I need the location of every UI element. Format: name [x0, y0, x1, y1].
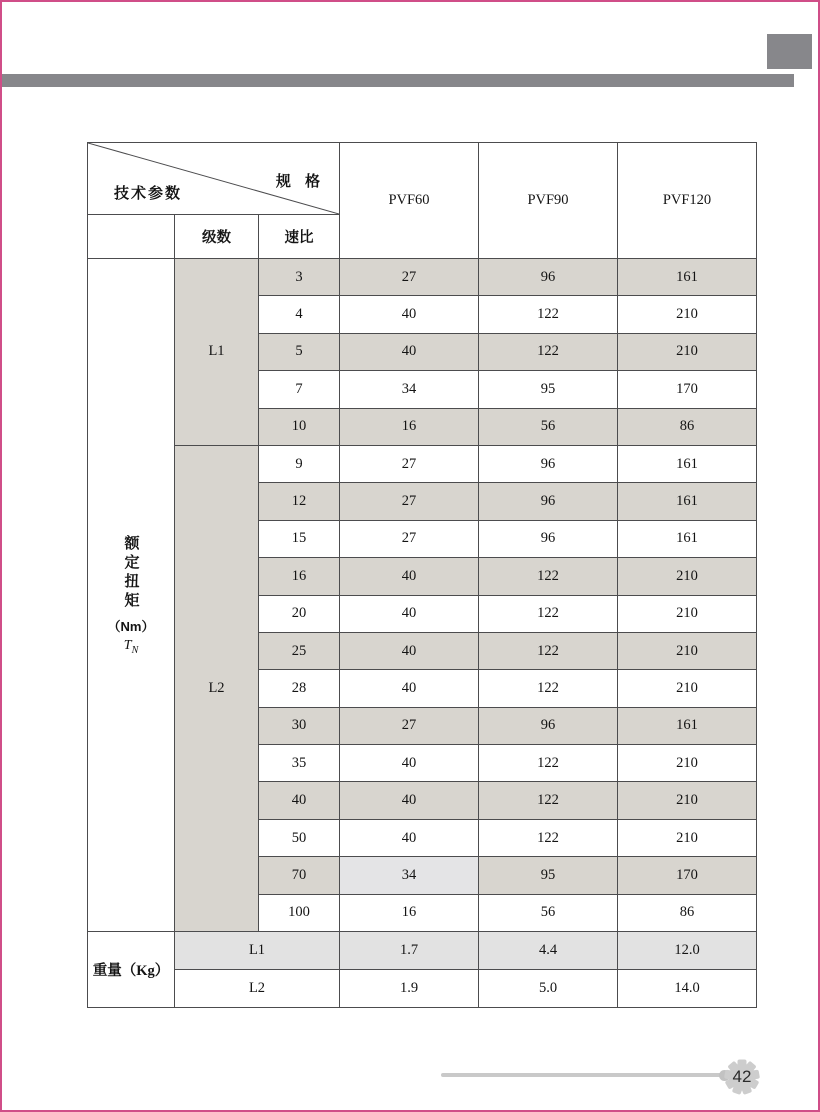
header-rule	[2, 74, 794, 87]
value-cell: 122	[479, 558, 618, 595]
column-header-pvf60: PVF60	[340, 143, 479, 259]
group-label-cell: L2	[175, 445, 259, 931]
value-cell: 96	[479, 259, 618, 296]
value-cell: 40	[340, 296, 479, 333]
ratio-cell: 28	[259, 670, 340, 707]
ratio-cell: 70	[259, 857, 340, 894]
ratio-cell: 35	[259, 745, 340, 782]
ratio-cell: 20	[259, 595, 340, 632]
value-cell: 27	[340, 445, 479, 482]
value-cell: 86	[618, 894, 757, 931]
value-cell: 27	[340, 707, 479, 744]
ratio-cell: 12	[259, 483, 340, 520]
header-row-1	[88, 143, 757, 215]
stages-header: 级数	[175, 215, 259, 259]
value-cell: 122	[479, 632, 618, 669]
weight-value-cell: 14.0	[618, 970, 757, 1008]
page-number: 42	[732, 1067, 752, 1086]
value-cell: 210	[618, 632, 757, 669]
value-cell: 95	[479, 371, 618, 408]
ratio-cell: 40	[259, 782, 340, 819]
value-cell: 122	[479, 595, 618, 632]
spec-table	[87, 142, 757, 1008]
value-cell: 40	[340, 670, 479, 707]
value-cell: 122	[479, 670, 618, 707]
value-cell: 161	[618, 707, 757, 744]
column-header-pvf90: PVF90	[479, 143, 618, 259]
torque-axis-label	[88, 535, 174, 656]
value-cell: 122	[479, 745, 618, 782]
value-cell: 56	[479, 894, 618, 931]
value-cell: 170	[618, 857, 757, 894]
value-cell: 95	[479, 857, 618, 894]
value-cell: 161	[618, 483, 757, 520]
spec-header-label: 规 格	[275, 173, 326, 190]
value-cell: 96	[479, 483, 618, 520]
value-cell: 27	[340, 520, 479, 557]
weight-value-cell: 5.0	[479, 970, 618, 1008]
value-cell: 16	[340, 408, 479, 445]
value-cell: 40	[340, 558, 479, 595]
ratio-cell: 15	[259, 520, 340, 557]
footer-rule	[441, 1073, 725, 1077]
torque-label-unit: （Nm）	[107, 618, 155, 634]
value-cell: 170	[618, 371, 757, 408]
value-cell: 27	[340, 483, 479, 520]
weight-value-cell: 4.4	[479, 932, 618, 970]
value-cell: 210	[618, 745, 757, 782]
value-cell: 40	[340, 745, 479, 782]
value-cell: 122	[479, 333, 618, 370]
value-cell: 34	[340, 371, 479, 408]
value-cell: 161	[618, 520, 757, 557]
empty-header-cell	[88, 215, 175, 259]
weight-value-cell: 1.9	[340, 970, 479, 1008]
value-cell: 40	[340, 595, 479, 632]
tech-params-label: 技术参数	[114, 185, 183, 202]
value-cell: 27	[340, 259, 479, 296]
torque-label-chars: 额定扭矩	[122, 534, 140, 611]
value-cell: 210	[618, 782, 757, 819]
value-cell: 16	[340, 894, 479, 931]
ratio-cell: 9	[259, 445, 340, 482]
value-cell: 86	[618, 408, 757, 445]
ratio-cell: 100	[259, 894, 340, 931]
value-cell: 40	[340, 632, 479, 669]
table-body	[88, 143, 757, 1008]
ratio-cell: 25	[259, 632, 340, 669]
table-row	[88, 445, 757, 482]
ratio-cell: 5	[259, 333, 340, 370]
corner-accent-block	[767, 34, 812, 69]
value-cell: 96	[479, 520, 618, 557]
value-cell: 210	[618, 819, 757, 856]
value-cell: 56	[479, 408, 618, 445]
ratio-cell: 50	[259, 819, 340, 856]
value-cell: 210	[618, 670, 757, 707]
value-cell: 40	[340, 333, 479, 370]
ratio-cell: 30	[259, 707, 340, 744]
ratio-cell: 10	[259, 408, 340, 445]
value-cell: 40	[340, 819, 479, 856]
value-cell: 96	[479, 707, 618, 744]
torque-axis-label-cell	[88, 259, 175, 932]
ratio-cell: 4	[259, 296, 340, 333]
value-cell: 122	[479, 819, 618, 856]
group-label-cell: L1	[175, 259, 259, 446]
weight-value-cell: 1.7	[340, 932, 479, 970]
page-number-badge	[714, 1049, 770, 1105]
value-cell: 161	[618, 259, 757, 296]
ratio-cell: 3	[259, 259, 340, 296]
ratio-cell: 7	[259, 371, 340, 408]
value-cell: 210	[618, 296, 757, 333]
weight-group-cell: L1	[175, 932, 340, 970]
value-cell: 34	[340, 857, 479, 894]
torque-label-symbol: $T_N$	[123, 637, 139, 656]
weight-label-cell: 重量（Kg）	[88, 932, 175, 1008]
diagonal-header-cell	[88, 143, 340, 215]
table-row	[88, 259, 757, 296]
weight-row	[88, 932, 757, 970]
weight-value-cell: 12.0	[618, 932, 757, 970]
column-header-pvf120: PVF120	[618, 143, 757, 259]
ratio-cell: 16	[259, 558, 340, 595]
value-cell: 40	[340, 782, 479, 819]
value-cell: 210	[618, 333, 757, 370]
value-cell: 122	[479, 296, 618, 333]
weight-group-cell: L2	[175, 970, 340, 1008]
value-cell: 210	[618, 595, 757, 632]
value-cell: 210	[618, 558, 757, 595]
ratio-header: 速比	[259, 215, 340, 259]
value-cell: 122	[479, 782, 618, 819]
value-cell: 161	[618, 445, 757, 482]
weight-row	[88, 970, 757, 1008]
value-cell: 96	[479, 445, 618, 482]
